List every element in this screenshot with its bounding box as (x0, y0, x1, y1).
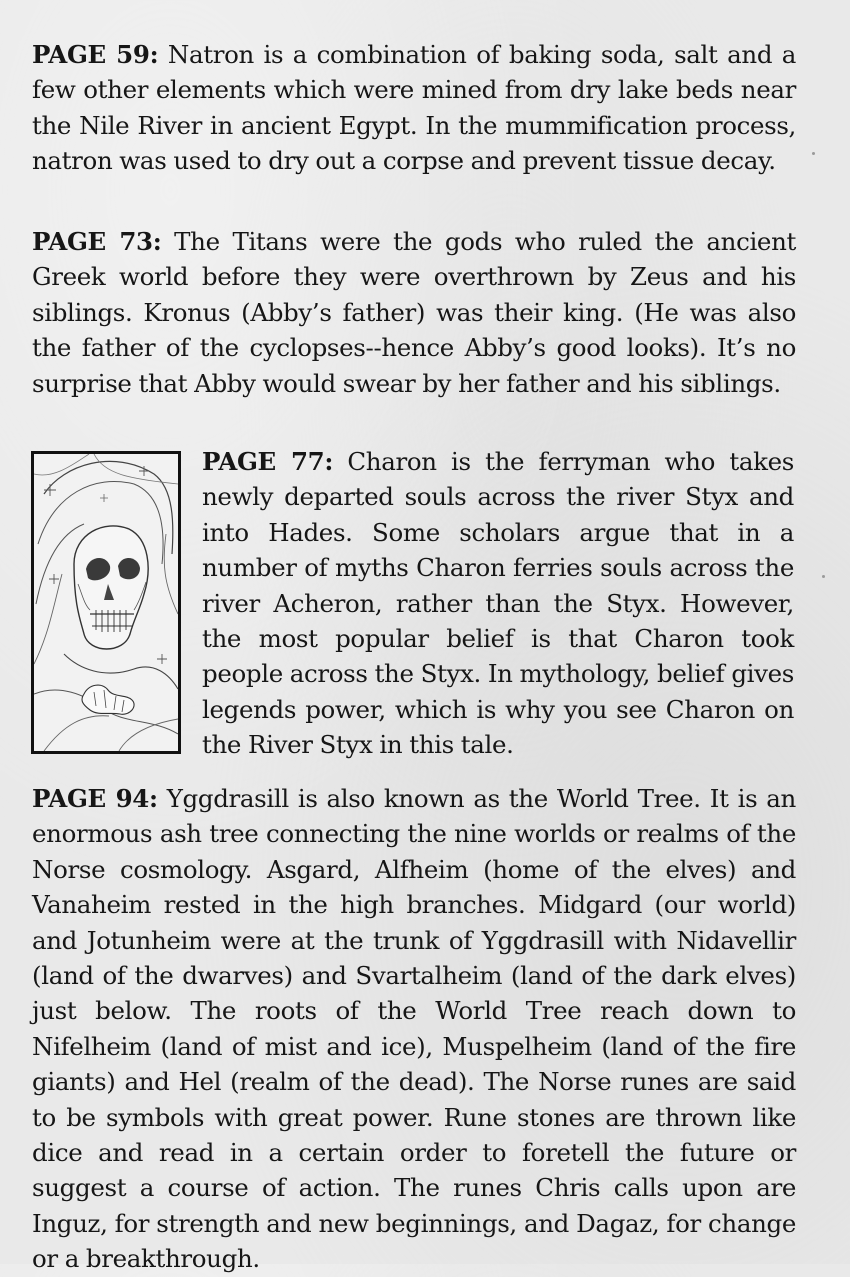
note-text: Charon is the ferryman who takes newly departed souls across the river Styx and into Hades. Some scholars argue that in a number of myths Charon ferries souls across the river Acheron, rather than the Styx. However, the most popular belief is that Charon took people across the Styx. In mythology, belief gives legends power, which is why you see Charon on the River Styx in this tale. (202, 447, 795, 760)
note-label: PAGE 73: (32, 227, 162, 256)
charon-skull-sketch-icon (34, 454, 178, 751)
note-label: PAGE 77: (202, 447, 334, 476)
note-page-59 (32, 37, 796, 179)
note-text: The Titans were the gods who ruled the ancient Greek world before they were overthrown by Zeus and his siblings. Kronus (Abby’s father) was their king. (He was also the father of the cyclopses--hence Abby’s good looks). It’s no surprise that Abby would swear by her father and his siblings. (32, 227, 797, 398)
note-page-77 (202, 444, 794, 763)
note-page-73 (32, 224, 796, 401)
charon-illustration (31, 451, 181, 754)
paper-speck (812, 152, 815, 155)
note-label: PAGE 94: (32, 784, 158, 813)
note-text: Yggdrasill is also known as the World Tree. It is an enormous ash tree connecting the nine worlds or realms of the Norse cosmology. Asgard, Alfheim (home of the elves) and Vanaheim rested in the high branches. Midgard (our world) and Jotunheim were at the trunk of Yggdrasill with Nidavellir (land of the dwarves) and Svartalheim (land of the dark elves) just below. The roots of the World Tree reach down to Nifelheim (land of mist and ice), Muspelheim (land of the fire giants) and Hel (realm of the dead). The Norse runes are said to be symbols with great power. Rune stones are thrown like dice and read in a certain order to foretell the future or suggest a course of action. The runes Chris calls upon are Inguz, for strength and new beginnings, and Dagaz, for change or a breakthrough. (32, 784, 796, 1274)
note-text: Natron is a combination of baking soda, salt and a few other elements which were mined from dry lake beds near the Nile River in ancient Egypt. In the mummification process, natron was used to dry out a corpse and prevent tissue decay. (32, 40, 796, 176)
paper-speck (822, 575, 825, 578)
note-page-94 (32, 781, 796, 1277)
note-label: PAGE 59: (32, 40, 159, 69)
